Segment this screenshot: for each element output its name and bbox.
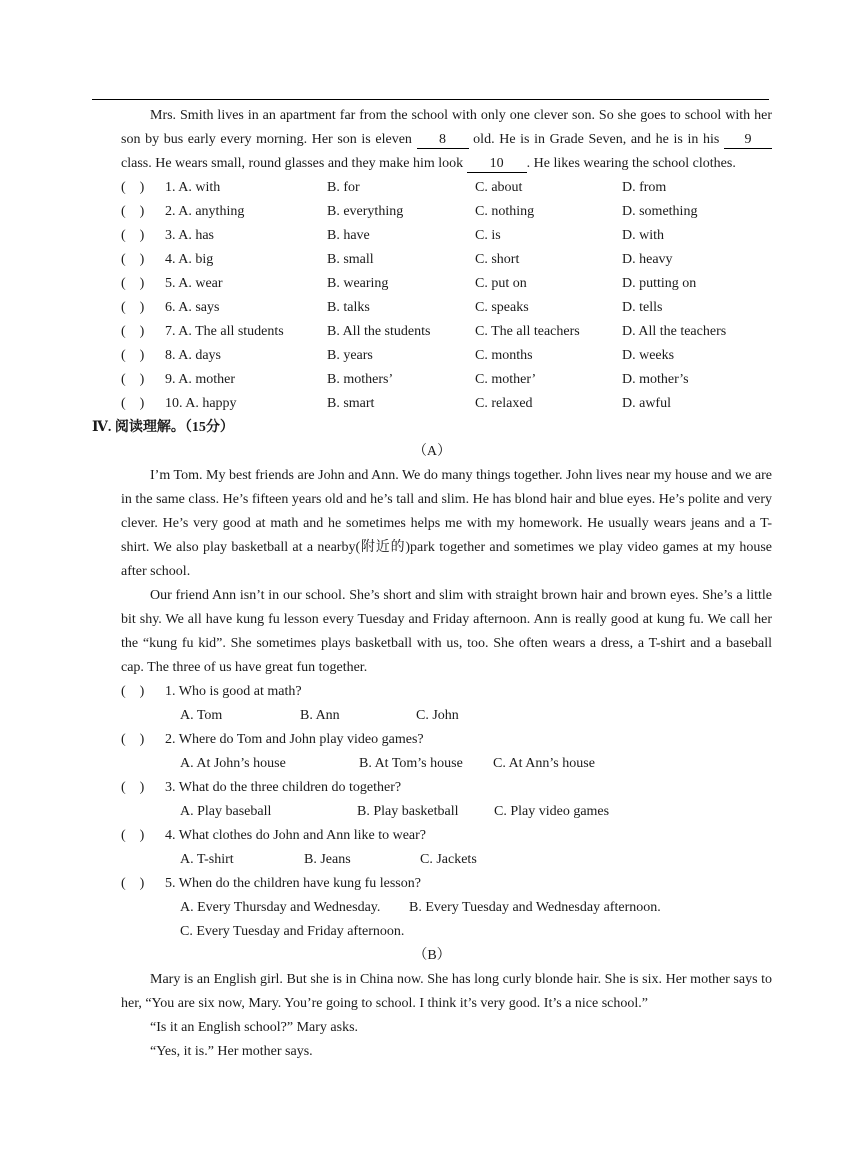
option-a: 4. A. big: [165, 252, 214, 267]
option-b: B. Jeans: [304, 852, 351, 867]
option-d: D. something: [622, 204, 698, 219]
option-a: A. Every Thursday and Wednesday.: [180, 900, 381, 915]
option-c: C. At Ann’s house: [493, 756, 595, 771]
cloze-question-row: [92, 392, 772, 416]
option-b: B. At Tom’s house: [359, 756, 463, 771]
part-a-questions: [92, 680, 772, 944]
answer-bracket[interactable]: ( ): [121, 180, 145, 195]
option-d: D. heavy: [622, 252, 673, 267]
paragraph-text: “Is it an English school?” Mary asks.: [150, 1020, 359, 1035]
option-c: C. Jackets: [420, 852, 477, 867]
option-c: C. The all teachers: [475, 324, 580, 339]
question-row: [92, 776, 772, 800]
answer-bracket[interactable]: ( ): [121, 252, 145, 267]
answer-bracket[interactable]: ( ): [121, 300, 145, 315]
blank-8: 8: [417, 131, 469, 149]
option-b: B. Ann: [300, 708, 340, 723]
option-d: D. putting on: [622, 276, 697, 291]
option-d: D. mother’s: [622, 372, 689, 387]
passage-b-paragraph: [92, 1016, 772, 1040]
passage-b-paragraph: [92, 968, 772, 1016]
cloze-question-row: [92, 296, 772, 320]
answer-bracket[interactable]: ( ): [121, 684, 145, 699]
option-b: B. for: [327, 180, 360, 195]
options-row: [92, 848, 772, 872]
passage-b-paragraph: [92, 1040, 772, 1064]
part-a-label: （A）: [412, 444, 452, 459]
option-a: A. Tom: [180, 708, 223, 723]
option-b: B. mothers’: [327, 372, 394, 387]
cloze-question-row: [92, 248, 772, 272]
option-b: B. All the students: [327, 324, 431, 339]
option-c: C. nothing: [475, 204, 535, 219]
option-a: A. T-shirt: [180, 852, 234, 867]
option-a: 5. A. wear: [165, 276, 223, 291]
top-rule: [92, 99, 769, 100]
option-b: B. small: [327, 252, 374, 267]
option-c: C. Play video games: [494, 804, 610, 819]
cloze-text-1: Mrs. Smith lives in an apartment far from the school with only one clever son. So she goes to school with her son by bus early every morning. Her son is eleven: [121, 108, 772, 147]
question-row: [92, 824, 772, 848]
option-c: C. about: [475, 180, 523, 195]
answer-bracket[interactable]: ( ): [121, 228, 145, 243]
option-d: D. weeks: [622, 348, 675, 363]
option-b: B. everything: [327, 204, 404, 219]
answer-bracket[interactable]: ( ): [121, 204, 145, 219]
option-a: 2. A. anything: [165, 204, 245, 219]
answer-bracket[interactable]: ( ): [121, 780, 145, 795]
cloze-question-row: [92, 200, 772, 224]
question-text: 3. What do the three children do together?: [165, 780, 402, 795]
option-c: C. mother’: [475, 372, 537, 387]
cloze-text-3: class. He wears small, round glasses and they make him look: [121, 156, 467, 171]
question-row: [92, 680, 772, 704]
option-d: D. tells: [622, 300, 663, 315]
option-a: 8. A. days: [165, 348, 221, 363]
paragraph-text: Our friend Ann isn’t in our school. She’s short and slim with straight brown hair and brown eyes. She’s a little bit shy. We all have kung fu lesson every Tuesday and Friday afternoon. Ann is really good at kung fu. We call her the “kung fu kid”. She sometimes plays basketball with us, too. She often wears a dress, a T-shirt and a baseball cap. The three of us have great fun together.: [121, 588, 772, 675]
question-row: [92, 728, 772, 752]
option-d: D. awful: [622, 396, 671, 411]
blank-9: 9: [724, 131, 772, 149]
cloze-question-row: [92, 320, 772, 344]
option-d: D. All the teachers: [622, 324, 727, 339]
cloze-options: [92, 176, 772, 416]
option-a: 7. A. The all students: [165, 324, 284, 339]
answer-bracket[interactable]: ( ): [121, 348, 145, 363]
worksheet-content: [92, 104, 772, 1064]
options-row: [92, 800, 772, 824]
paragraph-text: Mary is an English girl. But she is in China now. She has long curly blonde hair. She is six. Her mother says to her, “You are six now, Mary. You’re going to school. I think it’s very good. It’s a nice school.”: [121, 972, 772, 1011]
question-text: 5. When do the children have kung fu lesson?: [165, 876, 421, 891]
option-c: C. John: [416, 708, 459, 723]
option-d: D. with: [622, 228, 664, 243]
cloze-text-2: old. He is in Grade Seven, and he is in his: [468, 132, 724, 147]
answer-bracket[interactable]: ( ): [121, 372, 145, 387]
passage-a-paragraph: [92, 464, 772, 584]
option-a: 1. A. with: [165, 180, 221, 195]
cloze-question-row: [92, 176, 772, 200]
option-b: B. years: [327, 348, 373, 363]
answer-bracket[interactable]: ( ): [121, 828, 145, 843]
option-c: C. short: [475, 252, 520, 267]
part-b-label: （B）: [413, 948, 451, 963]
option-a: 9. A. mother: [165, 372, 235, 387]
paragraph-text: I’m Tom. My best friends are John and Ann. We do many things together. John lives near my house and we are in the same class. He’s fifteen years old and he’s tall and slim. He has blond hair and blue eyes. He’s polite and very clever. He’s very good at math and he sometimes helps me with my homework. He usually wears jeans and a T-shirt. We also play basketball at a nearby(附近的)park together and sometimes we play video games at my house after school.: [121, 468, 772, 579]
options-row: [92, 752, 772, 776]
question-text: 4. What clothes do John and Ann like to wear?: [165, 828, 427, 843]
cloze-question-row: [92, 368, 772, 392]
blank-10: 10: [467, 155, 527, 173]
option-a: 3. A. has: [165, 228, 214, 243]
answer-bracket[interactable]: ( ): [121, 276, 145, 291]
options-row: [92, 704, 772, 728]
answer-bracket[interactable]: ( ): [121, 324, 145, 339]
option-b: B. have: [327, 228, 370, 243]
option-a: A. Play baseball: [180, 804, 272, 819]
option-c: C. is: [475, 228, 501, 243]
cloze-question-row: [92, 224, 772, 248]
option-a: 10. A. happy: [165, 396, 237, 411]
option-c: C. months: [475, 348, 533, 363]
option-b: B. talks: [327, 300, 370, 315]
cloze-passage: [92, 104, 772, 176]
cloze-question-row: [92, 344, 772, 368]
answer-bracket[interactable]: ( ): [121, 876, 145, 891]
option-d: D. from: [622, 180, 667, 195]
option-c: C. Every Tuesday and Friday afternoon.: [180, 924, 405, 939]
option-c: C. speaks: [475, 300, 529, 315]
answer-bracket[interactable]: ( ): [121, 396, 145, 411]
passage-a-paragraph: [92, 584, 772, 680]
question-text: 2. Where do Tom and John play video games?: [165, 732, 424, 747]
option-b: B. wearing: [327, 276, 389, 291]
option-c: C. relaxed: [475, 396, 533, 411]
option-b: B. Every Tuesday and Wednesday afternoon.: [409, 900, 661, 915]
section-heading: Ⅳ. 阅读理解。（15分）: [92, 420, 234, 435]
answer-bracket[interactable]: ( ): [121, 732, 145, 747]
option-a: 6. A. says: [165, 300, 220, 315]
cloze-question-row: [92, 272, 772, 296]
question-text: 1. Who is good at math?: [165, 684, 302, 699]
question-row: [92, 872, 772, 896]
option-b: B. smart: [327, 396, 375, 411]
cloze-text-4: . He likes wearing the school clothes.: [526, 156, 736, 171]
option-a: A. At John’s house: [180, 756, 286, 771]
paragraph-text: “Yes, it is.” Her mother says.: [150, 1044, 313, 1059]
options-row: [92, 896, 772, 920]
option-c: C. put on: [475, 276, 527, 291]
option-b: B. Play basketball: [357, 804, 459, 819]
options-row: [92, 920, 772, 944]
